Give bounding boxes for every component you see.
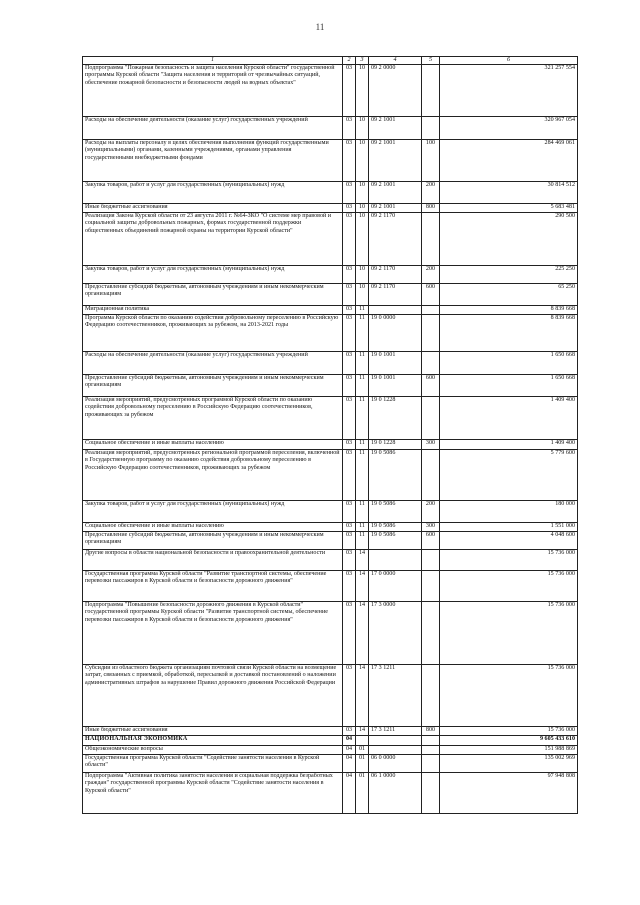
row-target-article-cell: 19 0 0000 <box>369 315 422 352</box>
header-col-sum: 6 <box>440 57 578 65</box>
row-name-cell: Подпрограмма "Активная политика занятости населения и социальная поддержка безработных граждан" государственной программы Курской области "Содействие занятости населения в Курской области" <box>83 773 343 814</box>
row-subsection-cell: 11 <box>356 440 369 450</box>
row-name-cell: Миграционная политика <box>83 306 343 315</box>
row-name-cell: Закупка товаров, работ и услуг для государственных (муниципальных) нужд <box>83 266 343 284</box>
row-name-cell: Предоставление субсидий бюджетным, автономным учреждениям и иным некоммерческим организациям <box>83 375 343 397</box>
row-section-cell: 03 <box>343 352 356 375</box>
table-row <box>83 501 578 523</box>
row-amount-cell: 4 048 600 <box>440 532 578 550</box>
row-section-cell: 03 <box>343 665 356 727</box>
row-target-article-cell <box>369 306 422 315</box>
row-section-cell: 03 <box>343 571 356 602</box>
row-name-cell: Реализация Закона Курской области от 23 августа 2011 г. №64-ЗКО "О системе мер правовой и социальной защиты добровольных пожарных, формах государственной поддержки общественных объединений пожарной охраны на территории Курской области" <box>83 213 343 266</box>
table-row <box>83 665 578 727</box>
row-target-article-cell: 09 2 1170 <box>369 213 422 266</box>
row-subsection-cell: 11 <box>356 306 369 315</box>
row-subsection-cell: 11 <box>356 397 369 440</box>
row-subsection-cell: 10 <box>356 204 369 213</box>
row-name-cell: НАЦИОНАЛЬНАЯ ЭКОНОМИКА <box>83 736 343 746</box>
row-section-cell: 03 <box>343 523 356 532</box>
row-subsection-cell: 14 <box>356 571 369 602</box>
row-section-cell: 03 <box>343 440 356 450</box>
row-expense-type-cell <box>422 315 440 352</box>
row-name-cell: Социальное обеспечение и иные выплаты населению <box>83 440 343 450</box>
row-expense-type-cell <box>422 550 440 571</box>
row-subsection-cell: 10 <box>356 266 369 284</box>
row-amount-cell: 9 605 433 610 <box>440 736 578 746</box>
row-target-article-cell: 09 2 1170 <box>369 266 422 284</box>
row-target-article-cell: 19 0 5086 <box>369 501 422 523</box>
row-amount-cell: 151 988 869 <box>440 746 578 755</box>
table-row <box>83 117 578 140</box>
row-target-article-cell: 19 0 5086 <box>369 532 422 550</box>
row-name-cell: Подпрограмма "Повышение безопасности дорожного движения в Курской области" государственной программы Курской области "Развитие транспортной системы, обеспечение перевозки пассажиров в Курской области и безопасности дорожного движения" <box>83 602 343 665</box>
row-section-cell: 03 <box>343 140 356 182</box>
row-section-cell: 03 <box>343 727 356 736</box>
row-amount-cell: 5 683 481 <box>440 204 578 213</box>
row-name-cell: Расходы на выплаты персоналу в целях обеспечения выполнения функций государственными (муниципальными) органами, казенными учреждениями, органами управления государственными внебюджетными фондами <box>83 140 343 182</box>
table-row <box>83 550 578 571</box>
row-expense-type-cell <box>422 306 440 315</box>
row-expense-type-cell <box>422 736 440 746</box>
row-target-article-cell: 19 0 5086 <box>369 450 422 501</box>
row-amount-cell: 97 948 808 <box>440 773 578 814</box>
table-row <box>83 523 578 532</box>
row-section-cell: 04 <box>343 736 356 746</box>
row-target-article-cell: 19 0 1228 <box>369 397 422 440</box>
table-body <box>83 65 578 814</box>
row-name-cell: Предоставление субсидий бюджетным, автономным учреждениям и иным некоммерческим организациям <box>83 532 343 550</box>
row-target-article-cell: 17 3 1211 <box>369 727 422 736</box>
row-section-cell: 03 <box>343 213 356 266</box>
row-target-article-cell: 19 0 1001 <box>369 375 422 397</box>
row-expense-type-cell <box>422 755 440 773</box>
table-row <box>83 773 578 814</box>
table-row <box>83 375 578 397</box>
row-amount-cell: 15 736 000 <box>440 550 578 571</box>
row-target-article-cell <box>369 746 422 755</box>
row-name-cell: Реализация мероприятий, предусмотренных региональной программой переселения, включенной в Государственную программу по оказанию содействия добровольному переселению в Российскую Федерацию соотечественников, проживающих за рубежом <box>83 450 343 501</box>
row-subsection-cell: 10 <box>356 284 369 306</box>
row-subsection-cell: 10 <box>356 65 369 117</box>
table-row <box>83 315 578 352</box>
row-subsection-cell: 14 <box>356 602 369 665</box>
table-row <box>83 440 578 450</box>
row-amount-cell: 1 409 400 <box>440 440 578 450</box>
table-row <box>83 352 578 375</box>
row-subsection-cell: 11 <box>356 315 369 352</box>
row-subsection-cell: 10 <box>356 182 369 204</box>
table-row <box>83 397 578 440</box>
header-col-name: 1 <box>83 57 343 65</box>
row-subsection-cell: 01 <box>356 755 369 773</box>
row-target-article-cell: 09 2 1001 <box>369 117 422 140</box>
row-name-cell: Закупка товаров, работ и услуг для государственных (муниципальных) нужд <box>83 501 343 523</box>
row-amount-cell: 1 650 668 <box>440 375 578 397</box>
row-amount-cell: 15 736 000 <box>440 727 578 736</box>
row-amount-cell: 1 650 668 <box>440 352 578 375</box>
table-row <box>83 266 578 284</box>
row-section-cell: 03 <box>343 397 356 440</box>
row-subsection-cell: 10 <box>356 117 369 140</box>
row-target-article-cell: 17 3 0000 <box>369 602 422 665</box>
table-row <box>83 306 578 315</box>
row-amount-cell: 65 250 <box>440 284 578 306</box>
row-amount-cell: 1 551 000 <box>440 523 578 532</box>
row-subsection-cell <box>356 736 369 746</box>
row-name-cell: Государственная программа Курской области "Развитие транспортной системы, обеспечение перевозки пассажиров в Курской области и безопасности дорожного движения" <box>83 571 343 602</box>
row-subsection-cell: 11 <box>356 523 369 532</box>
row-expense-type-cell <box>422 65 440 117</box>
row-target-article-cell: 09 2 0000 <box>369 65 422 117</box>
row-name-cell: Расходы на обеспечение деятельности (оказание услуг) государственных учреждений <box>83 117 343 140</box>
row-name-cell: Реализация мероприятий, предусмотренных программой Курской области по оказанию содействия добровольному переселению в Российскую Федерацию соотечественников, проживающих за рубежом <box>83 397 343 440</box>
row-expense-type-cell: 200 <box>422 266 440 284</box>
row-subsection-cell: 11 <box>356 375 369 397</box>
row-expense-type-cell: 800 <box>422 727 440 736</box>
table-row <box>83 450 578 501</box>
row-subsection-cell: 01 <box>356 773 369 814</box>
table-row <box>83 213 578 266</box>
row-target-article-cell: 19 0 5086 <box>369 523 422 532</box>
row-name-cell: Иные бюджетные ассигнования <box>83 727 343 736</box>
row-target-article-cell: 09 2 1001 <box>369 204 422 213</box>
row-expense-type-cell <box>422 571 440 602</box>
row-amount-cell: 15 736 000 <box>440 665 578 727</box>
row-section-cell: 03 <box>343 266 356 284</box>
table-row <box>83 532 578 550</box>
row-section-cell: 03 <box>343 315 356 352</box>
row-expense-type-cell <box>422 773 440 814</box>
row-expense-type-cell: 800 <box>422 204 440 213</box>
row-section-cell: 03 <box>343 117 356 140</box>
row-subsection-cell: 11 <box>356 352 369 375</box>
row-name-cell: Другие вопросы в области национальной безопасности и правоохранительной деятельности <box>83 550 343 571</box>
row-amount-cell: 30 814 512 <box>440 182 578 204</box>
row-name-cell: Государственная программа Курской области "Содействие занятости населения в Курской области" <box>83 755 343 773</box>
budget-table <box>82 56 578 814</box>
table-row <box>83 736 578 746</box>
table-row <box>83 65 578 117</box>
row-name-cell: Расходы на обеспечение деятельности (оказание услуг) государственных учреждений <box>83 352 343 375</box>
row-expense-type-cell <box>422 397 440 440</box>
row-subsection-cell: 14 <box>356 665 369 727</box>
row-section-cell: 03 <box>343 501 356 523</box>
table-row <box>83 602 578 665</box>
row-section-cell: 04 <box>343 755 356 773</box>
row-section-cell: 04 <box>343 773 356 814</box>
row-subsection-cell: 14 <box>356 550 369 571</box>
row-target-article-cell <box>369 550 422 571</box>
row-section-cell: 03 <box>343 450 356 501</box>
table-row <box>83 755 578 773</box>
row-name-cell: Социальное обеспечение и иные выплаты населению <box>83 523 343 532</box>
row-expense-type-cell: 200 <box>422 182 440 204</box>
table-row <box>83 727 578 736</box>
row-amount-cell: 320 967 054 <box>440 117 578 140</box>
table-row <box>83 571 578 602</box>
header-col-pr: 3 <box>356 57 369 65</box>
row-name-cell: Субсидии из областного бюджета организациям почтовой связи Курской области на возмещение затрат, связанных с приемкой, обработкой, пересылкой и доставкой постановлений о наложении административных штрафов за нарушение Правил дорожного движения Российской Федерации <box>83 665 343 727</box>
row-target-article-cell: 06 1 0000 <box>369 773 422 814</box>
row-amount-cell: 284 469 061 <box>440 140 578 182</box>
row-name-cell: Подпрограмма "Пожарная безопасность и защита населения Курской области" государственной программы Курской области "Защита населения и территорий от чрезвычайных ситуаций, обеспечение пожарной безопасности и безопасности людей на водных объектах" <box>83 65 343 117</box>
row-amount-cell: 8 839 668 <box>440 315 578 352</box>
row-section-cell: 03 <box>343 602 356 665</box>
row-subsection-cell: 11 <box>356 501 369 523</box>
header-col-vr: 5 <box>422 57 440 65</box>
row-target-article-cell: 09 2 1001 <box>369 182 422 204</box>
row-amount-cell: 135 002 969 <box>440 755 578 773</box>
row-target-article-cell: 17 3 1211 <box>369 665 422 727</box>
row-name-cell: Программа Курской области по оказанию содействия добровольному переселению в Российскую Федерацию соотечественников, проживающих за рубежом, на 2013-2021 годы <box>83 315 343 352</box>
row-target-article-cell: 19 0 1001 <box>369 352 422 375</box>
row-section-cell: 04 <box>343 746 356 755</box>
row-amount-cell: 15 736 000 <box>440 602 578 665</box>
row-expense-type-cell: 600 <box>422 284 440 306</box>
row-target-article-cell: 19 0 1228 <box>369 440 422 450</box>
row-amount-cell: 8 839 668 <box>440 306 578 315</box>
table-row <box>83 182 578 204</box>
row-subsection-cell: 01 <box>356 746 369 755</box>
row-target-article-cell: 09 2 1001 <box>369 140 422 182</box>
row-subsection-cell: 10 <box>356 140 369 182</box>
row-target-article-cell: 09 2 1170 <box>369 284 422 306</box>
row-subsection-cell: 10 <box>356 213 369 266</box>
row-expense-type-cell: 200 <box>422 501 440 523</box>
row-target-article-cell: 17 0 0000 <box>369 571 422 602</box>
row-section-cell: 03 <box>343 182 356 204</box>
row-expense-type-cell: 600 <box>422 375 440 397</box>
row-name-cell: Общеэкономические вопросы <box>83 746 343 755</box>
row-amount-cell: 180 000 <box>440 501 578 523</box>
row-expense-type-cell: 600 <box>422 532 440 550</box>
row-amount-cell: 225 250 <box>440 266 578 284</box>
row-expense-type-cell <box>422 352 440 375</box>
row-amount-cell: 5 779 600 <box>440 450 578 501</box>
table-row <box>83 140 578 182</box>
table-row <box>83 204 578 213</box>
row-expense-type-cell <box>422 213 440 266</box>
row-subsection-cell: 14 <box>356 727 369 736</box>
row-expense-type-cell <box>422 665 440 727</box>
row-name-cell: Закупка товаров, работ и услуг для государственных (муниципальных) нужд <box>83 182 343 204</box>
row-expense-type-cell <box>422 602 440 665</box>
row-target-article-cell: 06 0 0000 <box>369 755 422 773</box>
table-header-row <box>83 57 578 65</box>
row-section-cell: 03 <box>343 532 356 550</box>
row-section-cell: 03 <box>343 204 356 213</box>
row-amount-cell: 15 736 000 <box>440 571 578 602</box>
row-amount-cell: 321 257 554 <box>440 65 578 117</box>
row-expense-type-cell <box>422 450 440 501</box>
row-section-cell: 03 <box>343 306 356 315</box>
row-amount-cell: 1 409 400 <box>440 397 578 440</box>
row-section-cell: 03 <box>343 550 356 571</box>
table-row <box>83 284 578 306</box>
row-name-cell: Предоставление субсидий бюджетным, автономным учреждениям и иным некоммерческим организациям <box>83 284 343 306</box>
row-name-cell: Иные бюджетные ассигнования <box>83 204 343 213</box>
header-col-csr: 4 <box>369 57 422 65</box>
row-expense-type-cell <box>422 117 440 140</box>
row-target-article-cell <box>369 736 422 746</box>
row-section-cell: 03 <box>343 284 356 306</box>
row-expense-type-cell: 300 <box>422 523 440 532</box>
row-expense-type-cell <box>422 746 440 755</box>
table-row <box>83 746 578 755</box>
row-section-cell: 03 <box>343 375 356 397</box>
row-subsection-cell: 11 <box>356 450 369 501</box>
page-number: 11 <box>315 22 325 32</box>
header-col-rz: 2 <box>343 57 356 65</box>
row-expense-type-cell: 300 <box>422 440 440 450</box>
row-expense-type-cell: 100 <box>422 140 440 182</box>
row-section-cell: 03 <box>343 65 356 117</box>
row-subsection-cell: 11 <box>356 532 369 550</box>
row-amount-cell: 290 500 <box>440 213 578 266</box>
